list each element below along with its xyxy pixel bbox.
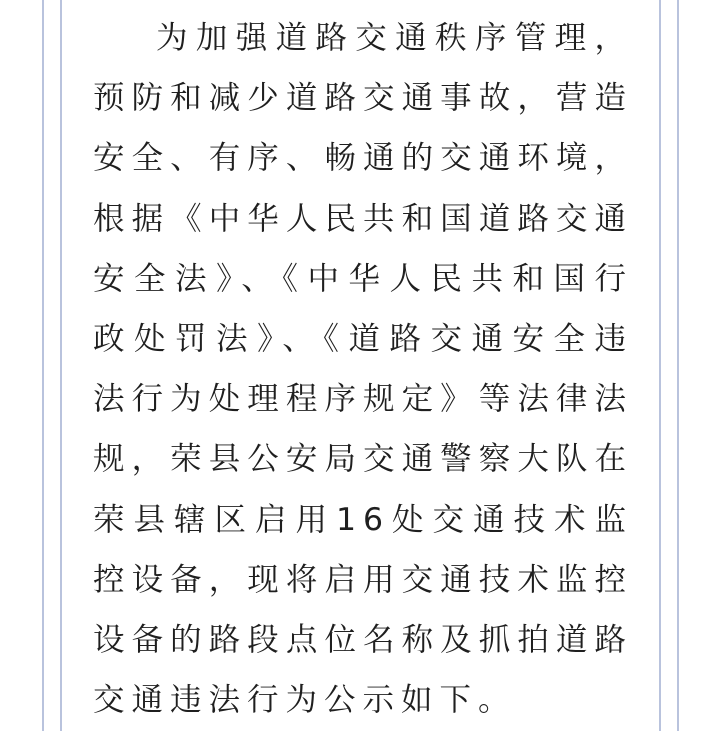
frame-left-outer-line xyxy=(42,0,44,731)
frame-right-outer-line xyxy=(677,0,679,731)
article-paragraph: 为加强道路交通秩序管理，预防和减少道路交通事故，营造安全、有序、畅通的交通环境，根据《中华人民共和国道路交通安全法》、《中华人民共和国行政处罚法》、《道路交通安全违法行为处理程序规定》等法律法规，荣县公安局交通警察大队在荣县辖区启用16处交通技术监控设备，现将启用交通技术监控设备的路段点位名称及抓拍道路交通违法行为公示如下。 xyxy=(93,20,633,719)
frame-right-inner-line xyxy=(659,0,661,731)
frame-left-inner-line xyxy=(60,0,62,731)
